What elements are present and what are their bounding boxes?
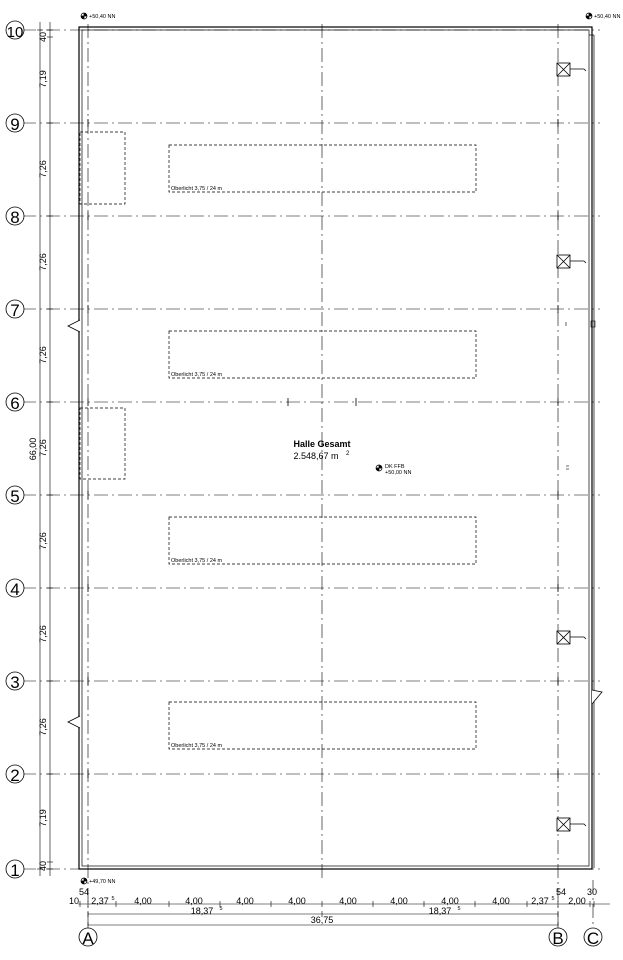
axis-row-8: 8 xyxy=(10,208,20,227)
dim-bottom-6: 4,00 xyxy=(288,896,306,906)
dim-left-3: 7,26 xyxy=(38,160,48,178)
dim-bottom-2: 2,37 xyxy=(91,896,109,906)
skylight-label-4: Oberlicht 3,75 / 24 m xyxy=(171,743,223,749)
axis-row-7: 7 xyxy=(10,301,20,320)
dim-bottom-half-right: 18,37 xyxy=(428,906,452,916)
column-axis-labels xyxy=(82,929,599,948)
row-axis-labels xyxy=(7,24,24,880)
level-marker-bottom-left xyxy=(81,878,87,884)
door-notches xyxy=(68,320,602,728)
skylight-4 xyxy=(169,702,476,749)
dim-left-4: 7,26 xyxy=(38,253,48,271)
skylight-3 xyxy=(169,517,476,564)
equipment-box-1 xyxy=(557,63,586,76)
axis-row-1: 1 xyxy=(10,861,20,880)
dim-bottom-2-sup: 5 xyxy=(111,896,115,902)
axis-row-9: 9 xyxy=(10,115,20,134)
dim-bottom-3: 4,00 xyxy=(134,896,152,906)
equipment-box-2 xyxy=(557,255,586,268)
dim-bottom-1: 10 xyxy=(68,896,80,906)
dim-bottom-half-left-sup: 5 xyxy=(219,906,223,912)
dim-bottom-11: 2,37 xyxy=(531,896,549,906)
level-marker-top-right xyxy=(586,13,592,19)
level-dk-value: +50,00 NN xyxy=(385,470,412,476)
axis-col-B: B xyxy=(552,929,564,948)
axis-row-5: 5 xyxy=(10,487,20,506)
column-grid-lines xyxy=(88,24,593,928)
dim-left-total: 66,00 xyxy=(28,437,38,461)
dim-left-9: 7,26 xyxy=(38,718,48,736)
dim-left-11: 40 xyxy=(38,860,48,872)
level-top-right: +50,40 NN xyxy=(594,14,621,20)
dim-bottom-10: 4,00 xyxy=(492,896,510,906)
skylight-label-3: Oberlicht 3,75 / 24 m xyxy=(171,558,223,564)
dim-left-10: 7,19 xyxy=(38,809,48,827)
dim-bottom-12: 2,00 xyxy=(568,896,586,906)
dim-left-8: 7,26 xyxy=(38,625,48,643)
skylight-1 xyxy=(169,145,476,192)
dim-bottom-9: 4,00 xyxy=(441,896,459,906)
level-dk-label: DK FFB xyxy=(385,464,405,470)
right-wall-marks xyxy=(566,321,595,469)
axis-row-10: 10 xyxy=(6,24,24,41)
axis-row-6: 6 xyxy=(10,394,20,413)
skylight-2 xyxy=(169,331,476,378)
skylight-label-1: Oberlicht 3,75 / 24 m xyxy=(171,186,223,192)
dim-bottom-8: 4,00 xyxy=(390,896,408,906)
dim-bottom-54-left: 54 xyxy=(78,887,90,897)
skylight-label-2: Oberlicht 3,75 / 24 m xyxy=(171,372,223,378)
axis-col-A: A xyxy=(82,929,94,948)
room-name: Halle Gesamt xyxy=(293,439,351,449)
dim-left-1: 40 xyxy=(38,31,48,43)
room-area: 2.548,67 m xyxy=(293,451,339,461)
dim-bottom-5: 4,00 xyxy=(236,896,254,906)
dim-bottom-4: 4,00 xyxy=(185,896,203,906)
room-area-sup: 2 xyxy=(346,451,350,457)
level-top-left: +50,40 NN xyxy=(89,14,116,20)
left-dimension-labels xyxy=(28,32,48,871)
row-grid-lines xyxy=(22,30,600,872)
dim-bottom-11-sup: 5 xyxy=(551,896,555,902)
axis-row-4: 4 xyxy=(10,580,20,599)
dim-bottom-half-left: 18,37 xyxy=(190,906,214,916)
row-axis-markers xyxy=(6,21,24,878)
dim-left-7: 7,26 xyxy=(38,532,48,550)
column-axis-markers xyxy=(79,928,602,946)
dim-bottom-total: 36,75 xyxy=(310,915,334,925)
bottom-dimension-labels xyxy=(69,887,597,925)
equipment-box-3 xyxy=(557,631,586,644)
dim-bottom-half-right-sup: 5 xyxy=(457,906,461,912)
equipment-box-4 xyxy=(557,818,586,831)
dim-left-5: 7,26 xyxy=(38,346,48,364)
level-marker-dk xyxy=(376,465,382,471)
dim-bottom-30: 30 xyxy=(586,887,598,897)
dim-left-6: 7,26 xyxy=(38,439,48,457)
equipment-boxes xyxy=(557,63,586,831)
axis-row-3: 3 xyxy=(10,673,20,692)
axis-col-C: C xyxy=(586,929,600,948)
level-marker-top-left xyxy=(81,13,87,19)
dim-bottom-54-right: 54 xyxy=(555,887,567,897)
axis-row-2: 2 xyxy=(10,766,20,785)
left-openings xyxy=(80,132,125,479)
level-bottom-left: +49,70 NN xyxy=(89,879,116,885)
dim-left-2: 7,19 xyxy=(38,70,48,88)
dim-bottom-7: 4,00 xyxy=(339,896,357,906)
